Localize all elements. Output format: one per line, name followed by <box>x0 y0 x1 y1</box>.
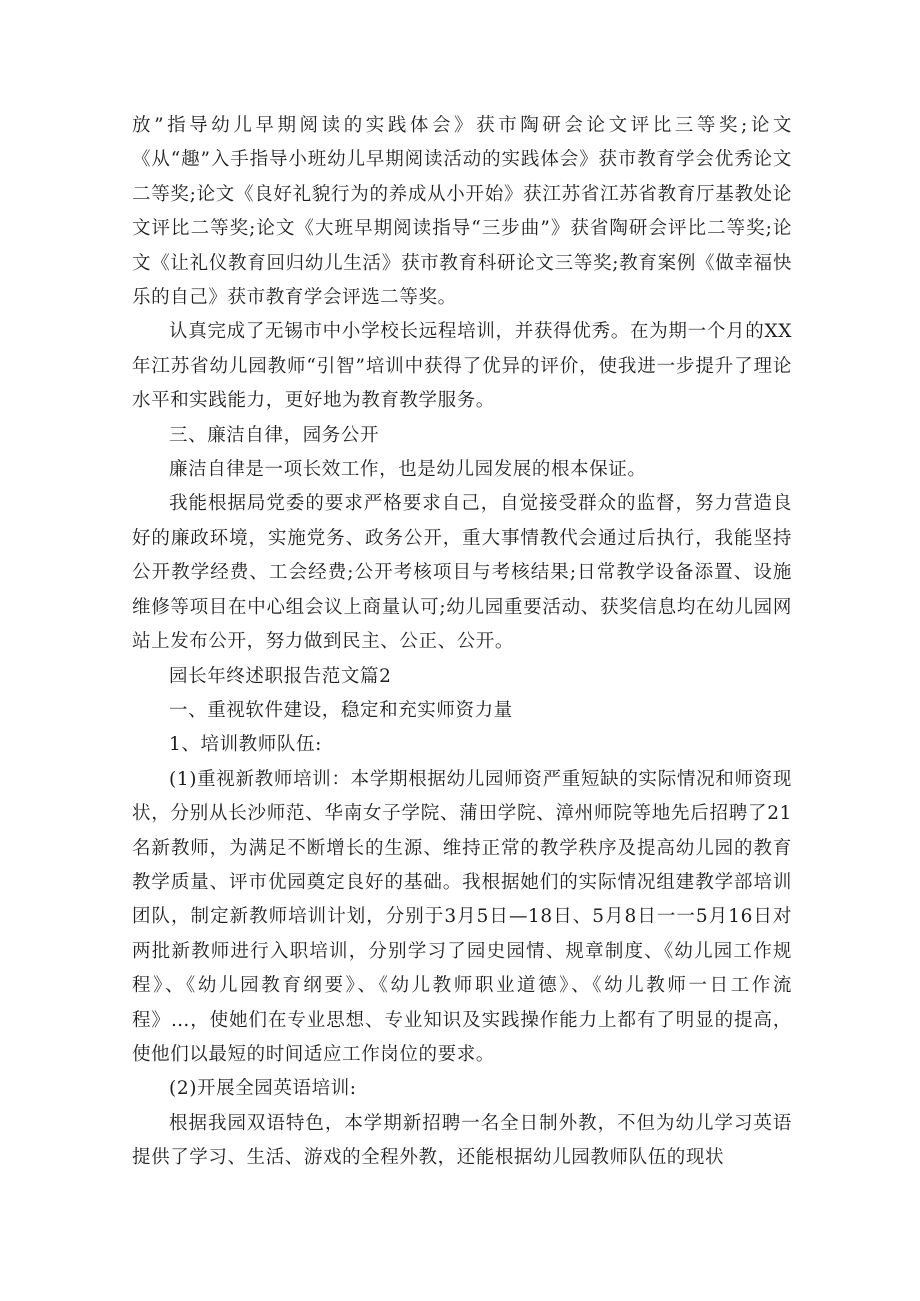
subheading-teacher-training: 1、培训教师队伍: <box>169 734 322 756</box>
document-body <box>132 109 792 1176</box>
paragraph-english-training: 根据我园双语特色，本学期新招聘一名全日制外教，不但为幼儿学习英语提供了学习、生活、游戏的全程外教，还能根据幼儿园教师队伍的现状 <box>132 1112 792 1169</box>
subheading-english-training: (2)开展全园英语培训: <box>169 1078 357 1100</box>
paragraph-new-teacher-training: (1)重视新教师培训：本学期根据幼儿园师资严重短缺的实际情况和师资现状，分别从长沙师范、华南女子学院、蒲田学院、漳州师院等地先后招聘了21名新教师，为满足不断增长的生源、维持正常的教学秩序及提高幼儿园的教育教学质量、评市优园奠定良好的基础。我根据她们的实际情况组建教学部培训团队，制定新教师培训计划，分别于3月5日—18日、5月8日一一5月16日对两批新教师进行入职培训，分别学习了园史园情、规章制度、《幼儿园工作规程》、《幼儿园教育纲要》、《幼儿教师职业道德》、《幼儿教师一日工作流程》…，使她们在专业思想、专业知识及实践操作能力上都有了明显的提高，使他们以最短的时间适应工作岗位的要求。 <box>132 768 792 1065</box>
section-heading-integrity: 三、廉洁自律，园务公开 <box>169 424 380 446</box>
paragraph-awards: 放”指导幼儿早期阅读的实践体会》获市陶研会论文评比三等奖;论文《从“趣”入手指导小班幼儿早期阅读活动的实践体会》获市教育学会优秀论文二等奖;论文《良好礼貌行为的养成从小开始》获江苏省江苏省教育厅基教处论文评比二等奖;论文《大班早期阅读指导“三步曲”》获省陶研会评比二等奖;论文《让礼仪教育回归幼儿生活》获市教育科研论文三等奖;教育案例《做幸福快乐的自己》获市教育学会评选二等奖。 <box>132 115 792 309</box>
article-title-part2: 园长年终述职报告范文篇2 <box>169 665 392 687</box>
paragraph-integrity-intro: 廉洁自律是一项长效工作，也是幼儿园发展的根本保证。 <box>169 459 647 481</box>
paragraph-training: 认真完成了无锡市中小学校长远程培训，并获得优秀。在为期一个月的XX年江苏省幼儿园教师“引智”培训中获得了优异的评价，使我进一步提升了理论水平和实践能力，更好地为教育教学服务。 <box>132 321 792 412</box>
section-heading-staff: 一、重视软件建设，稳定和充实师资力量 <box>169 699 513 721</box>
paragraph-integrity-detail: 我能根据局党委的要求严格要求自己，自觉接受群众的监督，努力营造良好的廉政环境，实施党务、政务公开，重大事情教代会通过后执行，我能坚持公开教学经费、工会经费;公开考核项目与考核结果;日常教学设备添置、设施维修等项目在中心组会议上商量认可;幼儿园重要活动、获奖信息均在幼儿园网站上发布公开，努力做到民主、公正、公开。 <box>132 493 792 653</box>
